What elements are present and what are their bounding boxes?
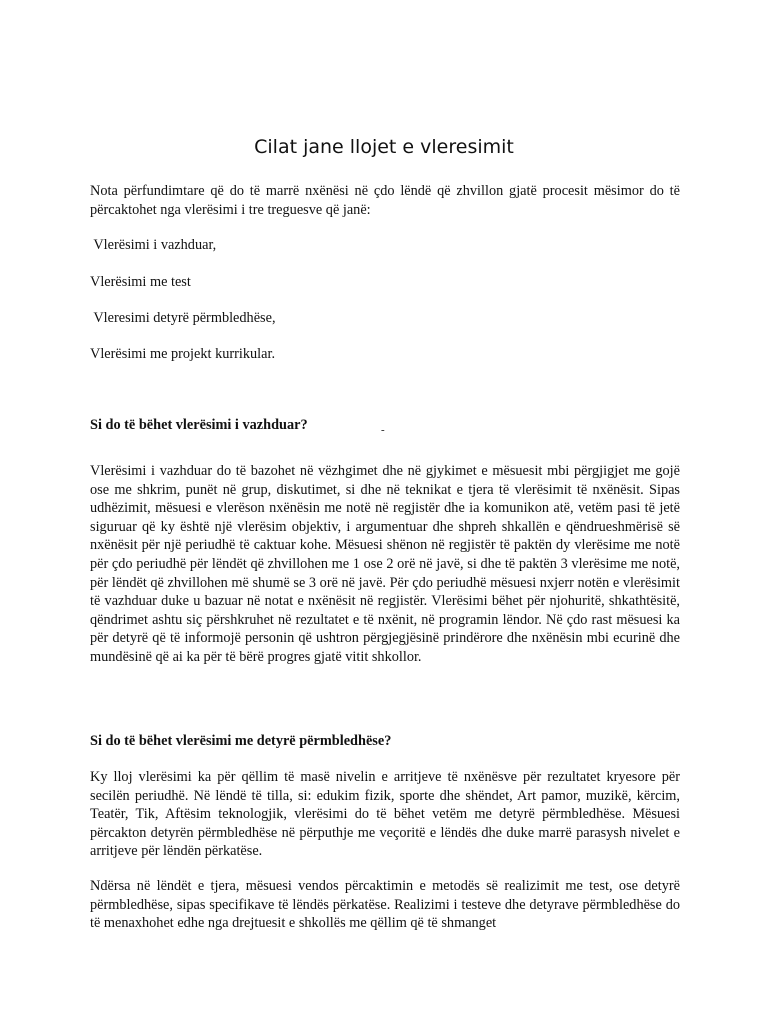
section-body-summary-task-2: Ndërsa në lëndët e tjera, mësuesi vendos përcaktimin e metodës së realizimit me test, ose detyrë përmbledhëse, sipas specifikave të lëndës përkatëse. Realizimi i testeve dhe detyrave përmbledhëse do të menaxhohet edhe nga drejtuesit e shkollës me qëllim që të shmanget <box>90 878 680 932</box>
section-heading-continuous-assessment: Si do të bëhet vlerësimi i vazhduar? <box>90 417 308 433</box>
list-item: Vlerësimi me test <box>90 274 191 290</box>
section-heading-summary-task: Si do të bëhet vlerësimi me detyrë përmbledhëse? <box>90 733 392 749</box>
stray-mark: - <box>381 424 385 436</box>
document-title: Cilat jane llojet e vleresimit <box>254 136 514 158</box>
section-body-summary-task-1: Ky lloj vlerësimi ka për qëllim të masë nivelin e arritjeve të nxënësve për rezultatet kryesore për secilën periudhë. Në lëndë të tilla, si: edukim fizik, sporte dhe shëndet, Art pamor, muzikë, kërcim, Teatër, Tik, Aftësim teknologjik, vlerësimi do të bëhet vetëm me detyrë përmbledhëse. Mësuesi përcakton detyrën përmbledhëse në përputhje me veçoritë e lëndës dhe duke marrë parasysh nivelet e arritjeve për lëndën përkatëse. <box>90 769 680 860</box>
list-item: Vlerësimi i vazhduar, <box>90 237 217 253</box>
list-item: Vleresimi detyrë përmbledhëse, <box>90 310 276 326</box>
intro-paragraph: Nota përfundimtare që do të marrë nxënësi në çdo lëndë që zhvillon gjatë procesit mësimor do të përcaktohet nga vlerësimi i tre treguesve që janë: <box>90 183 680 218</box>
section-body-continuous-assessment: Vlerësimi i vazhduar do të bazohet në vëzhgimet dhe në gjykimet e mësuesit mbi përgjigjet me gojë ose me shkrim, punët në grup, diskutimet, si dhe në teknikat e tjera të vlerësimit të nxënësit. Sipas udhëzimit, mësuesi e vlerëson nxënësin me notë në regjistër dhe ia komunikon atë, vetëm pasi të jetë siguruar që ky është një vlerësim objektiv, i argumentuar dhe shpreh shkallën e qëndrueshmërisë së nxënësit për një periudhë të caktuar kohe. Mësuesi shënon në regjistër të paktën dy vlerësime me notë për çdo periudhë për lëndët që zhvillohen me 1 ose 2 orë në javë, si dhe të paktën 3 vlerësime me notë, për lëndët që zhvillohen më shumë se 3 orë në javë. Për çdo periudhë mësuesi nxjerr notën e vlerësimit të vazhduar duke u bazuar në notat e nxënësit në regjistër. Vlerësimi bëhet për njohuritë, shkathtësitë, qëndrimet ashtu siç përshkruhet në rezultatet e të nxënit, në programin lëndor. Në çdo rast mësuesi ka për detyrë që të informojë personin që ushtron përgjegjësinë prindërore dhe nxënësin mbi ecurinë dhe mundësinë që ai ka për të bërë progres gjatë vitit shkollor. <box>90 463 680 665</box>
list-item: Vlerësimi me projekt kurrikular. <box>90 346 276 362</box>
